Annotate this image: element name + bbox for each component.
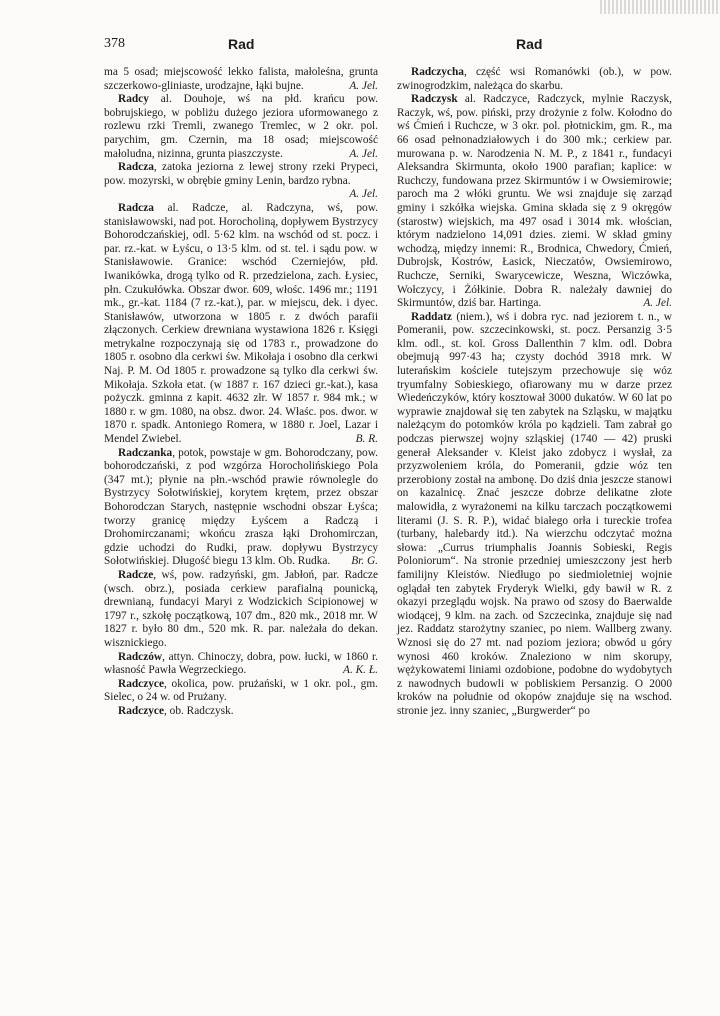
entry-signature: A. Jel. (349, 147, 378, 160)
dictionary-entry (104, 678, 378, 705)
entry-signature: Br. G. (351, 555, 378, 568)
entry-text: , attyn. Chinoczy, dobra, pow. łucki, w 1860 r. własność Pawła Wegrzeckiego. (104, 650, 378, 677)
entry-text: , część wsi Romanówki (ob.), w pow. zwinogrodzkim, należąca do skarbu. (397, 66, 672, 92)
entry-headword: Raddatz (411, 310, 452, 323)
entry-text: , wś, pow. radzyński, gm. Jabłoń, par. Radcze (wsch. obrz.), posiada cerkiew parafialną pounicką, drewnianą, fundacyi Maryi z Wodzickich Scipionowej w 1797 r., szkołę początkową, 107 dm., 820 mk., 2018 mr. W 1827 r. było 80 dm., 520 mk. R. par. należała do dekan. wisznickiego. (104, 568, 378, 649)
dictionary-entry (104, 447, 378, 569)
dictionary-entry (104, 93, 378, 161)
scan-edge-mark (600, 0, 720, 14)
entry-headword: Radcze (118, 568, 154, 581)
dictionary-entry (397, 311, 672, 719)
entry-headword: Radczów (118, 650, 163, 663)
running-head-right: Rad (516, 36, 543, 52)
entry-signature: A. Jel. (349, 188, 378, 201)
right-column (397, 66, 672, 719)
entry-text: ma 5 osad; miejscowość lekko falista, małoleśna, grunta szczerkowo-gliniaste, urodzajne, łąki bujne. (104, 66, 378, 92)
dictionary-entry (104, 202, 378, 447)
entry-signature: A. K. Ł. (343, 664, 378, 677)
dictionary-entry (397, 93, 672, 311)
entry-headword: Radcy (118, 93, 149, 106)
entry-headword: Radczyce (118, 677, 164, 690)
entry-text: , ob. Radczysk. (163, 704, 234, 717)
entry-headword: Radcza (118, 161, 154, 174)
dictionary-entry (104, 651, 378, 678)
entry-headword: Radczyce (118, 704, 164, 717)
page-header (0, 32, 720, 56)
entry-text: al. Radcze, al. Radczyna, wś, pow. stanisławowski, nad pot. Horocholiną, dopływem Bystrzycy Bohorodczańskiej, odl. 5·62 klm. na wschód od st. pocz. i par. rz.-kat. w Łyścu, o 13·5 klm. od st. tel. i sądu pow. w Stanisławowie. Granice: wschód Czerniejów, płd. Iwanikówka, drogą tylko od R. przedzielona, zach. Łysiec, płn. Czukułówka. Obszar dwor. 609, włośc. 1496 mr.; 1191 mk., gr.-kat. 1184 (7 rz.-kat.), par. w miejscu, dek. i dyec. Stanisławów, utworzona w 1805 r. z dwóch parafii złączonych. Cerkiew drewniana wystawiona 1826 r. Księgi metrykalne rozpoczynają się od 1783 r., prowadzone do 1805 r. osobno dla cerkwi św. Mikołaja i osobno dla cerkwi Naj. P. M. Od 1805 r. prowadzone są tylko dla cerkwi św. Mikołaja. Szkoła etat. (w 1887 r. 167 dzieci gr.-kat.), kasa pożyczk. gminna z kapit. 4632 złr. W 1857 r. 984 mk.; w 1880 r. w gm. 1080, na obsz. dwor. 24. Właśc. pos. dwor. w 1870 r. spadk. Antoniego Romera, w 1880 r. Joel, Lazar i Mendel Zwiebel. (104, 201, 378, 446)
dictionary-entry (104, 569, 378, 651)
entry-text: (niem.), wś i dobra ryc. nad jeziorem t. n., w Pomeranii, pow. szczecinkowski, st. pocz. Persanzig 3·5 klm. odl., st. kol. Gross Dallenthin 7 klm. odl. Dobra obejmują 997·43 ha; czysty dochód 3918 mrk. W luterańskim kościele tutejszym przechowuje się wóz tryumfalny Sobieskiego, ofiarowany mu w darze przez Wiedeńczyków, który kosztował 3000 dukatów. W 60 lat po wyprawie znajdował się ten zabytek na Szląsku, w majątku należącym do potomków króla po kądzieli. Tam zabrał go podczas pierwszej wojny szląskiej (1740 — 42) pruski generał Aleksander v. Kleist jako zdobycz i wysłał, za przyzwoleniem króla, do Pomeranii, gdzie wóz ten przerobiony został na ambonę. Do dziś dnia jeszcze stanowi on kazalnicę. Znać jeszcze dobrze delikatne złote malowidła, z wyrażonemi na kilku tarczach początkowemi literami (J. S. R. P.), widać białego orła i tureckie trofea (turbany, halebardy itd.). Na wierzchu odczytać można słowa: „Currus triumphalis Joannis Sobieski, Regis Poloniorum“. Na stronie przedniej umieszczony jest herb familijny Kleistów. Niedługo po siedmioletniej wojnie oglądał ten zabytek Fryderyk Wielki, gdy bawił w R. z okazyi przeglądu wojsk. Na prawo od szosy do Baerwalde wiodącej, 9 klm. na zach. od Szczecinka, znajduje się nad jez. Raddatz starożytny szaniec, po niem. Wallberg zwany. Wznosi się do 27 mt. nad poziom jeziora; obwód u góry wynosi 460 kroków. Znaleziono w nim skorupy, wężykowatemi liniami ozdobione, podobne do wydobytych z nawodnych budowli w pobliskiem Persanzig. O 2000 kroków na południe od okopów znajduje się na wschod. stronie jez. inny szaniec, „Burgwerder“ po (397, 310, 672, 717)
entry-headword: Radczanka (118, 446, 173, 459)
dictionary-entry (104, 66, 378, 93)
dictionary-entry (104, 161, 378, 202)
dictionary-entry (104, 705, 378, 719)
entry-text: al. Douhoje, wś na płd. krańcu pow. bobrujskiego, w pobliżu dużego jeziora uformowanego z rozlewu rzki Tremli, zwanego Tremlec, w 2 okr. pol. parychim, gm. Czernin, ma 18 osad; miejscowość małoludna, nizinna, grunta piaszczyste. (104, 93, 378, 160)
entry-text: , potok, powstaje w gm. Bohorodczany, pow. bohorodczański, z pod wzgórza Horocholińskiego Pola (347 mt.); płynie na płn.-wschód prawie równolegle do Bystrzycy Sołotwińskiej, korytem krętem, przez obszar Bohorodczan Starych, następnie wschodni obszar Łyśca; tworzy granicę między Łyścem a Radczą i Drohomirczanami; wkońcu zrasza łąki Drohomirczan, gdzie uchodzi do Rudki, praw. dopływu Bystrzycy Sołotwińskiej. Długość biegu 13 klm. Ob. Rudka. (104, 446, 378, 568)
page-number: 378 (104, 36, 125, 51)
entry-signature: B. R. (355, 433, 378, 446)
entry-text: , okolica, pow. prużański, w 1 okr. pol., gm. Sielec, o 24 w. od Prużany. (104, 677, 378, 704)
entry-headword: Radcza (118, 201, 154, 214)
entry-text: , zatoka jeziorna z lewej strony rzeki Prypeci, pow. mozyrski, w obrębie gminy Lenin, bardzo rybna. (104, 161, 378, 187)
entry-headword: Radczycha (411, 66, 464, 78)
entry-signature: A. Jel. (643, 297, 672, 310)
entry-signature: A. Jel. (349, 79, 378, 92)
left-column (104, 66, 378, 719)
running-head-left: Rad (228, 36, 255, 52)
entry-headword: Radczysk (411, 93, 458, 106)
dictionary-entry (397, 66, 672, 93)
entry-text: al. Radczyce, Radczyck, mylnie Raczysk, Raczyk, wś, pow. piński, przy drożynie z folw. Kołodno do wś Ćmień i Ruchcze, w 3 okr. pol. płotnickim, gm. R., ma 66 osad pełnonadziałowych i do 300 mk.; cerkiew par. murowana p. w. Narodzenia N. M. P., z 1841 r., fundacyi Aleksandra Skirmunta, około 1900 parafian; kaplice: w Ruchczy, fundowana przez Skirmuntów i w Owsiemirowie; paroch ma 2 włóki gruntu. We wsi znajduje się zarząd gminy i szkółka wiejska. Gmina składa się z 9 okręgów (starostw) wiejskich, ma 497 osad i 3014 mk. włościan, którym nadzielono 14,091 dzies. ziemi. W skład gminy wchodzą, między innemi: R., Brodnica, Chwedory, Ćmień, Dubrojsk, Kostrów, Łasick, Nieczatów, Owsiemirowo, Ruchcze, Serniki, Swarycewicze, Weszna, Wiczówka, Wołczycy, i Żółkinie. Dobra R. należały dawniej do Skirmuntów, dziś bar. Hartinga. (397, 93, 672, 310)
